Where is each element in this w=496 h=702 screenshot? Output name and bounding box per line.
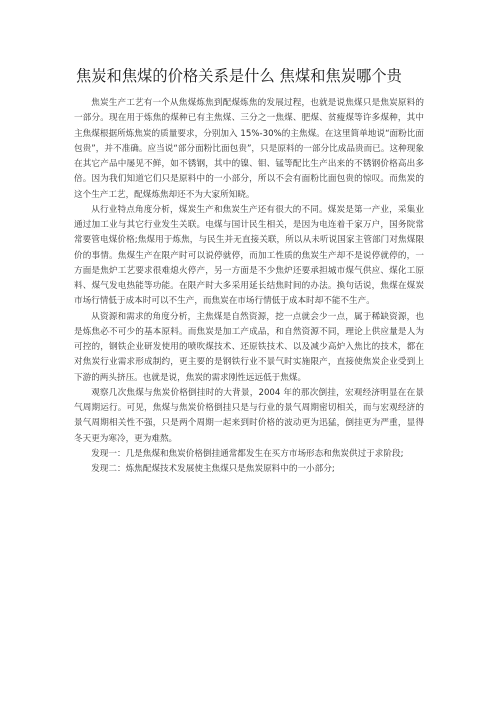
- finding-two: 发现二：炼焦配煤技术发展使主焦煤只是焦炭原料中的一小部分;: [91, 464, 335, 474]
- document-body: [74, 96, 424, 477]
- paragraph-resources-demand: 从资源和需求的角度分析，主焦煤是自然资源，挖一点就会少一点，属于稀缺资源，也是炼焦必不可少的基本原料。而焦炭是加工产成品，和自然资源不同，理论上供应量是人为可控的，钢铁企业研发使用的喷吹煤技术、还原铁技术、以及减少高炉入焦比的技术，都在对焦炭行业需求形成制约，更主要的是钢铁行业不景气时实施限产，直接使焦炭企业受到上下游的两头挤压。也就是说，焦炭的需求刚性远远低于焦煤。: [74, 311, 424, 383]
- finding-one: 发现一：几是焦煤和焦炭价格倒挂通常都发生在买方市场形态和焦炭供过于求阶段;: [91, 448, 404, 459]
- paragraph-price-inversion-background: 观察几次焦煤与焦炭价格倒挂时的大背景，2004 年的那次倒挂，宏观经济明显在在景气周期运行。可见，焦煤与焦炭价格倒挂只是与行业的景气周期密切相关，而与宏观经济的景气周期相关性不强，只是两个周期一起来到时价格的波动更为迅猛，倒挂更为严重，显得冬天更为寒冷，更为难熬。: [74, 387, 424, 444]
- paragraph-production-process: 焦炭生产工艺有一个从焦煤炼焦到配煤炼焦的发展过程，也就是说焦煤只是焦炭原料的一部分。现在用于炼焦的煤种已有主焦煤、三分之一焦煤、肥煤、贫瘦煤等许多煤种，其中主焦煤根据所炼焦炭的质量要求，分别加入 15%-30%的主焦煤。在这里简单地说“面粉比面包贵”，并不准确。应当说“部分面粉比面包贵”，只是原料的一部分比成品贵而已。这种现象在其它产品中屡见不鲜，如不锈钢，其中的镍、钼、锰等配比生产出来的不锈钢价格高出多倍。因为我们知道它们只是原料中的一小部分，所以不会有面粉比面包贵的惊叹。而焦炭的这个生产工艺，配煤炼焦却还不为大家所知晓。: [74, 98, 424, 200]
- paragraph-industry-characteristics: 从行业特点角度分析，煤炭生产和焦炭生产还有很大的不同。煤炭是第一产业，采集业通过加工业与其它行业发生关联。电煤与国计民生相关，是因为电连着千家万户，国务院常常要管电煤价格;焦煤用于炼焦，与民生并无直接关联，所以从未听说国家主管部门对焦煤限价的事情。焦煤生产在限产时可以说停就停，而加工性质的焦炭生产却不是说停就停的，一方面是焦炉工艺要求很难熄火停产，另一方面是不少焦炉还要承担城市煤气供应、煤化工原料、煤气发电热能等功能。在限产时大多采用延长结焦时间的办法。换句话说，焦煤在煤炭市场行情低于成本时可以不生产，而焦炭在市场行情低于成本时却不能不生产。: [74, 204, 424, 307]
- document-title: 焦炭和焦煤的价格关系是什么 焦煤和焦炭哪个贵: [76, 67, 402, 85]
